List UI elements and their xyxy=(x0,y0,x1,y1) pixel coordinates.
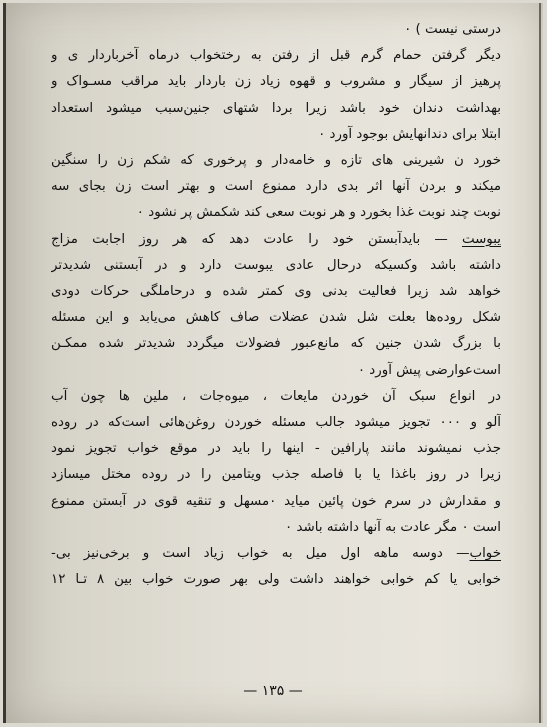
text-line: بهداشت دندان خود باشد زیرا بردا شتهای جنین‌سبب میشود استعداد xyxy=(51,100,501,116)
text-line: دیگر گرفتن حمام گرم قبل از رفتن به رختخواب درماه آخرباردار ی و xyxy=(51,48,501,64)
text-line: خورد ن شیرینی های تازه و خامه‌دار و پرخوری که شکم زن را سنگین xyxy=(51,153,501,169)
text-line: در انواع سبک آن خوردن مایعات ، میوه‌جات ، ملین ها چون آب xyxy=(51,388,501,404)
book-page xyxy=(3,3,543,723)
section-heading: خواب xyxy=(469,546,501,562)
text-line: درستی نیست ) ۰ xyxy=(404,22,501,37)
section-heading: یبوست xyxy=(461,231,501,247)
text-line: خواهد شد زیرا فعالیت بدنی وی کمتر شده و درحاملگی حرکات دودی xyxy=(51,284,501,300)
text-line: پرهیز از سیگار و مشروب و قهوه زیاد زن باردار باید مراقب مسـواک و xyxy=(51,74,501,90)
text-line: زیرا در روز باغذا یا با فاصله جذب ویتامین را در روده مختل میسازد xyxy=(51,467,501,483)
text-line: با بزرگ شدن جنین که مانع‌عبور فضولات میگردد شدیدتر شده ممکـن xyxy=(51,336,501,352)
text-line: خواب— دوسه ماهه اول میل به خواب زیاد است و برخی‌نیز بی- xyxy=(51,546,501,562)
text-line: است ۰ مگر عادت به آنها داشته باشد ۰ xyxy=(285,519,501,535)
body-text xyxy=(51,17,501,593)
text-line: یبوست — بایدآبستن خود را عادت دهد که هر روز اجابت مزاج xyxy=(51,231,501,247)
text-line: داشته باشد وکسیکه درحال عادی یبوست دارد و در آبستنی شدیدتر xyxy=(51,257,501,273)
text-line: و مقدارش در سرم خون پائین میاید ۰مسهل و تنقیه قوی در آبستن ممنوع xyxy=(51,493,501,509)
text-line: است‌عوارضی پیش آورد ۰ xyxy=(357,362,501,378)
page-number: — ۱۳۵ — xyxy=(243,683,303,699)
text-line: آلو و ۰۰۰ تجویز میشود جالب مسئله خوردن روغن‌هائی است‌که در روده xyxy=(51,415,501,431)
text-line: ابتلا برای دندانهایش بوجود آورد ۰ xyxy=(318,126,501,142)
text-line: خوابی یا کم خوابی خواهند داشت ولی بهر صورت خواب بین ۸ تـا ۱۲ xyxy=(51,572,501,588)
text-line: جذب نمیشوند مانند پارافین - اینها را باید در موقع خواب تجویز نمود xyxy=(51,441,501,457)
text-line: شکل روده‌ها بعلت شل شدن عضلات صاف کاهش می‌یابد و این مسئله xyxy=(51,310,501,326)
text-line: نوبت چند نوبت غذا بخورد و هر نوبت سعی کند شکمش پر نشود ۰ xyxy=(136,205,501,221)
text-line: میکند و بردن آنها اثر بدی دارد ممنوع است و بهتر است زن بجای سه xyxy=(51,179,501,195)
